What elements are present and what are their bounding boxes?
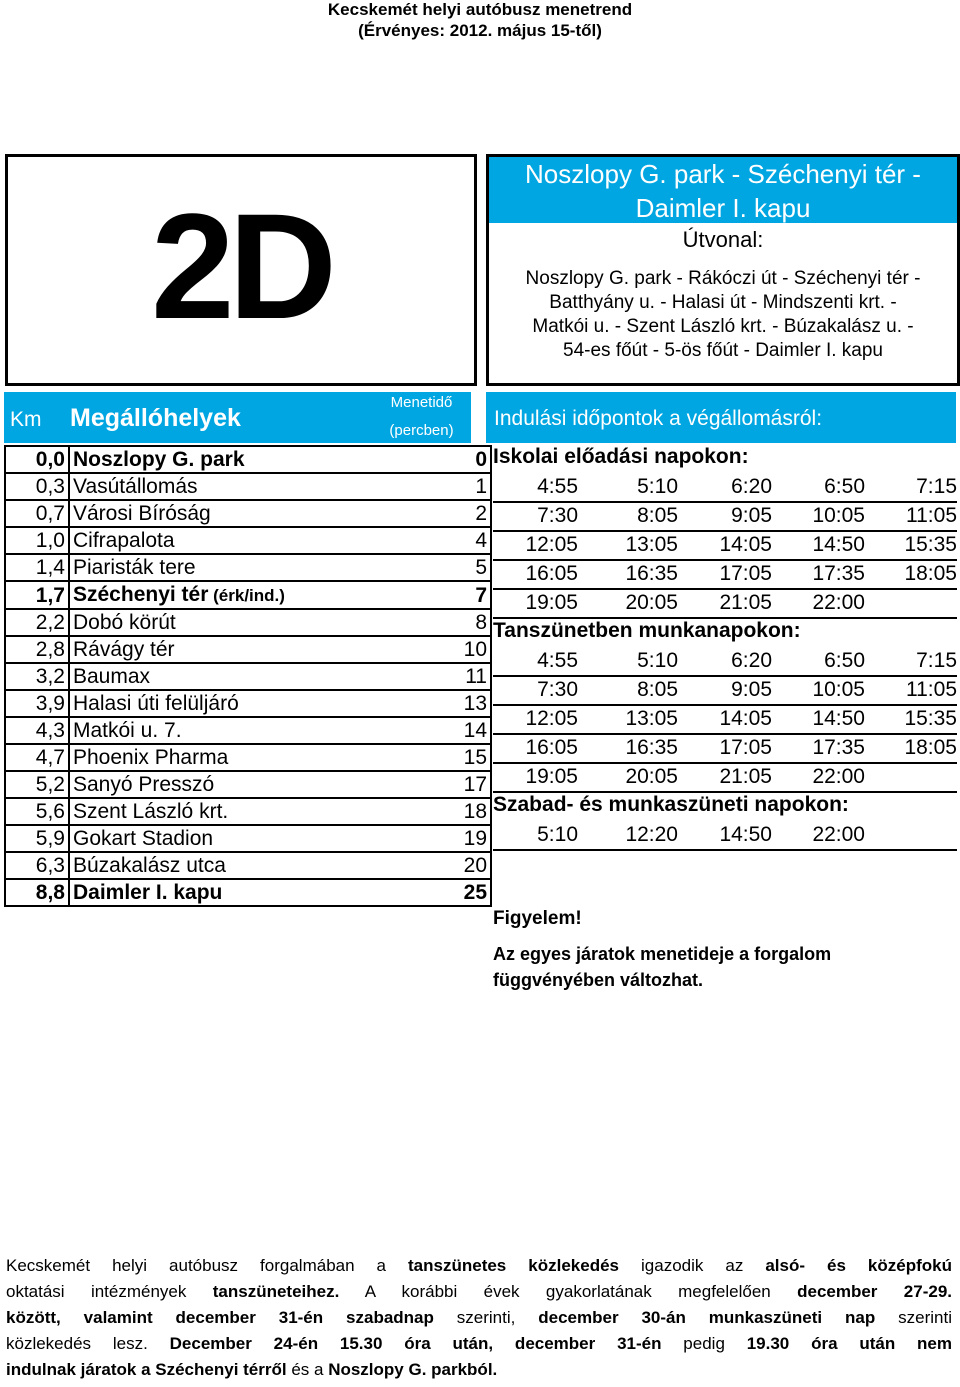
travel-time-unit: (percben) (389, 422, 454, 439)
stop-name (69, 636, 457, 663)
departure-time: 14:50 (812, 533, 865, 556)
departure-time: 9:05 (731, 504, 772, 527)
stop-row (5, 852, 491, 879)
stop-row (5, 690, 491, 717)
schedule-section-label: Iskolai előadási napokon: (493, 445, 749, 468)
stop-name-text: Phoenix Pharma (73, 746, 229, 769)
departure-time: 6:20 (731, 649, 772, 672)
stop-name (69, 717, 457, 744)
stop-row (5, 554, 491, 581)
stop-name (69, 744, 457, 771)
departure-time: 14:50 (719, 823, 772, 846)
departure-time: 19:05 (525, 765, 578, 788)
notice-text: közlekedés lesz. (6, 1334, 170, 1353)
notice-text: tanszüneteihez. (212, 1282, 340, 1301)
departure-time: 16:35 (625, 736, 678, 759)
stop-row (5, 717, 491, 744)
departure-time: 20:05 (625, 591, 678, 614)
route-path-line: Batthyány u. - Halasi út - Mindszenti krt. - (549, 292, 897, 313)
stop-name (69, 473, 457, 500)
stop-name (69, 879, 457, 906)
stop-name (69, 500, 457, 527)
departure-time: 17:05 (719, 562, 772, 585)
stop-row (5, 581, 491, 609)
departure-time: 14:05 (719, 533, 772, 556)
stop-name (69, 852, 457, 879)
departure-time: 17:05 (719, 736, 772, 759)
departure-time: 6:50 (824, 475, 865, 498)
departure-time: 17:35 (812, 736, 865, 759)
stop-km: 6,3 (5, 852, 69, 879)
stop-travel-time: 10 (457, 636, 491, 663)
stop-name-text: Daimler I. kapu (73, 881, 223, 904)
departure-time: 11:05 (906, 504, 957, 527)
stop-km: 1,0 (5, 527, 69, 554)
route-path-line: Noszlopy G. park - Rákóczi út - Széchenyi tér - (525, 268, 921, 289)
stop-km: 1,4 (5, 554, 69, 581)
departure-time: 16:05 (525, 736, 578, 759)
notice-text: A korábbi évek gyakorlatának megfelelően (339, 1282, 798, 1301)
departure-time: 5:10 (637, 649, 678, 672)
notice-text: Noszlopy G. parkból. (328, 1360, 498, 1379)
notice-text: december 30-án munkaszüneti nap (538, 1308, 876, 1327)
stop-travel-time: 20 (457, 852, 491, 879)
departure-time: 15:35 (904, 533, 957, 556)
stop-name (69, 446, 457, 473)
stop-row (5, 663, 491, 690)
stop-km: 1,7 (5, 581, 69, 609)
stop-row (5, 636, 491, 663)
stop-travel-time: 8 (457, 609, 491, 636)
stop-km: 0,3 (5, 473, 69, 500)
stop-name-text: Cifrapalota (73, 529, 175, 552)
route-path-label: Útvonal: (682, 227, 764, 252)
departure-time: 20:05 (625, 765, 678, 788)
departure-time: 8:05 (637, 678, 678, 701)
departure-row (493, 677, 957, 706)
stop-row (5, 527, 491, 554)
stop-name (69, 609, 457, 636)
departure-time: 5:10 (637, 475, 678, 498)
departure-row (493, 735, 957, 764)
departure-time: 9:05 (731, 678, 772, 701)
stop-name (69, 554, 457, 581)
schedule-section-label: Szabad- és munkaszüneti napokon: (493, 793, 849, 816)
notice-text: pedig (661, 1334, 747, 1353)
stop-row (5, 500, 491, 527)
departure-time: 12:05 (525, 533, 578, 556)
route-number: 2D (151, 182, 331, 350)
stop-km: 4,3 (5, 717, 69, 744)
departure-time: 7:30 (537, 504, 578, 527)
stop-travel-time: 2 (457, 500, 491, 527)
stop-travel-time: 0 (457, 446, 491, 473)
departure-row (493, 764, 957, 793)
departure-time: 12:05 (525, 707, 578, 730)
route-path-line: 54-es főút - 5-ös főút - Daimler I. kapu (563, 340, 883, 361)
departures-header-bar (486, 392, 956, 443)
notice-line (6, 1253, 952, 1279)
departure-time: 21:05 (719, 591, 772, 614)
departure-time: 22:00 (812, 591, 865, 614)
stop-travel-time: 17 (457, 771, 491, 798)
departure-time: 7:15 (916, 649, 957, 672)
notice-text: igazodik az (619, 1256, 766, 1275)
departure-time: 13:05 (625, 533, 678, 556)
stop-name-text: Búzakalász utca (73, 854, 226, 877)
stop-name (69, 798, 457, 825)
stop-km: 2,2 (5, 609, 69, 636)
departure-time: 12:20 (625, 823, 678, 846)
schedule-section-label: Tanszünetben munkanapokon: (493, 619, 801, 642)
departure-time: 11:05 (906, 678, 957, 701)
stop-travel-time: 11 (457, 663, 491, 690)
stops-table (4, 445, 492, 907)
stop-travel-time: 13 (457, 690, 491, 717)
departure-time: 14:50 (812, 707, 865, 730)
departure-row (493, 503, 957, 532)
departure-time: 22:00 (812, 765, 865, 788)
stop-name-text: Rávágy tér (73, 638, 175, 661)
stop-name-text: Széchenyi tér (73, 583, 209, 606)
stop-name-text: Dobó körút (73, 611, 176, 634)
stop-km: 3,2 (5, 663, 69, 690)
departure-time: 10:05 (812, 504, 865, 527)
stop-km: 5,9 (5, 825, 69, 852)
stop-travel-time: 1 (457, 473, 491, 500)
stop-name-text: Szent László krt. (73, 800, 229, 823)
stop-travel-time: 7 (457, 581, 491, 609)
departure-time: 19:05 (525, 591, 578, 614)
validity-date: (Érvényes: 2012. május 15-től) (358, 21, 602, 40)
stop-name-text: Gokart Stadion (73, 827, 214, 850)
route-title-line-2: Daimler I. kapu (635, 193, 811, 223)
departure-time: 6:20 (731, 475, 772, 498)
stop-km: 8,8 (5, 879, 69, 906)
departure-time: 18:05 (904, 736, 957, 759)
route-number-box (5, 154, 477, 386)
stop-name-text: Vasútállomás (73, 475, 198, 498)
stop-km: 0,0 (5, 446, 69, 473)
stop-travel-time: 25 (457, 879, 491, 906)
route-info-box (486, 154, 960, 386)
departure-row (493, 474, 957, 503)
stop-name-suffix: (érk/ind.) (208, 586, 285, 605)
stop-travel-time: 18 (457, 798, 491, 825)
stop-km: 0,7 (5, 500, 69, 527)
departure-time: 7:15 (916, 475, 957, 498)
departure-row (493, 648, 957, 677)
route-title-line-1: Noszlopy G. park - Széchenyi tér - (525, 159, 921, 189)
stop-travel-time: 4 (457, 527, 491, 554)
km-header: Km (10, 408, 42, 431)
route-path-line: Matkói u. - Szent László krt. - Búzakalász u. - (532, 316, 914, 337)
stop-name-text: Halasi úti felüljáró (73, 692, 239, 715)
stop-travel-time: 14 (457, 717, 491, 744)
departure-time: 22:00 (812, 823, 865, 846)
stop-name (69, 690, 457, 717)
departure-row (493, 822, 957, 851)
departure-time: 21:05 (719, 765, 772, 788)
stop-km: 5,6 (5, 798, 69, 825)
stop-travel-time: 15 (457, 744, 491, 771)
stop-row (5, 798, 491, 825)
stop-row (5, 771, 491, 798)
stop-name-text: Baumax (73, 665, 151, 688)
stop-name (69, 527, 457, 554)
stop-name-text: Matkói u. 7. (73, 719, 182, 742)
notice-text: december 27-29. (797, 1282, 952, 1301)
departure-time: 4:55 (537, 475, 578, 498)
departure-time: 17:35 (812, 562, 865, 585)
stop-row (5, 825, 491, 852)
notice-text: alsó- és középfokú (765, 1256, 952, 1275)
departure-row (493, 532, 957, 561)
stop-km: 5,2 (5, 771, 69, 798)
departure-time: 7:30 (537, 678, 578, 701)
stop-name (69, 771, 457, 798)
stop-name-text: Noszlopy G. park (73, 448, 245, 471)
stop-row (5, 473, 491, 500)
stop-name-text: Városi Bíróság (73, 502, 211, 525)
departure-time: 8:05 (637, 504, 678, 527)
stops-header-bar (4, 392, 471, 443)
notice-text: szerinti, (433, 1308, 539, 1327)
notice-line (6, 1279, 952, 1305)
notice-text: 19.30 óra után nem (746, 1334, 952, 1353)
notice-text: tanszünetes közlekedés (408, 1256, 619, 1275)
departure-time: 4:55 (537, 649, 578, 672)
notice-text: oktatási intézmények (6, 1282, 213, 1301)
stop-km: 3,9 (5, 690, 69, 717)
departure-time: 10:05 (812, 678, 865, 701)
notice-text: között, valamint december 31-én szabadnap (6, 1308, 434, 1327)
departure-time: 15:35 (904, 707, 957, 730)
stop-name (69, 663, 457, 690)
stop-row (5, 879, 491, 906)
attention-title: Figyelem! (493, 908, 582, 929)
travel-time-header: Menetidő (390, 394, 453, 411)
notice-text: és a (286, 1360, 329, 1379)
stop-km: 4,7 (5, 744, 69, 771)
attention-text-line-1: Az egyes járatok menetideje a forgalom (493, 944, 832, 964)
departure-time: 13:05 (625, 707, 678, 730)
notice-line (6, 1331, 952, 1357)
departure-time: 6:50 (824, 649, 865, 672)
stop-travel-time: 5 (457, 554, 491, 581)
stops-header: Megállóhelyek (70, 404, 241, 432)
notice-text: Kecskemét helyi autóbusz forgalmában a (6, 1256, 409, 1275)
departures-header: Indulási időpontok a végállomásról: (494, 407, 823, 430)
departure-time: 14:05 (719, 707, 772, 730)
stop-travel-time: 19 (457, 825, 491, 852)
stop-name (69, 581, 457, 609)
notice-text: December 24-én 15.30 óra után, december 31-én (169, 1334, 662, 1353)
stop-km: 2,8 (5, 636, 69, 663)
departure-row (493, 590, 957, 619)
departure-time: 18:05 (904, 562, 957, 585)
notice-line (6, 1305, 952, 1331)
departure-time: 16:05 (525, 562, 578, 585)
departure-row (493, 561, 957, 590)
stop-name-text: Sanyó Presszó (73, 773, 215, 796)
departure-time: 16:35 (625, 562, 678, 585)
notice-line (6, 1357, 952, 1383)
stop-name-text: Piaristák tere (73, 556, 196, 579)
stop-name (69, 825, 457, 852)
notice-text: indulnak járatok a Széchenyi térről (6, 1360, 287, 1379)
stop-row (5, 446, 491, 473)
notice-text: szerinti (875, 1308, 952, 1327)
departure-row (493, 706, 957, 735)
departure-time: 5:10 (537, 823, 578, 846)
stop-row (5, 609, 491, 636)
stop-row (5, 744, 491, 771)
page-title: Kecskemét helyi autóbusz menetrend (327, 0, 633, 19)
attention-text-line-2: függvényében változhat. (493, 970, 704, 990)
